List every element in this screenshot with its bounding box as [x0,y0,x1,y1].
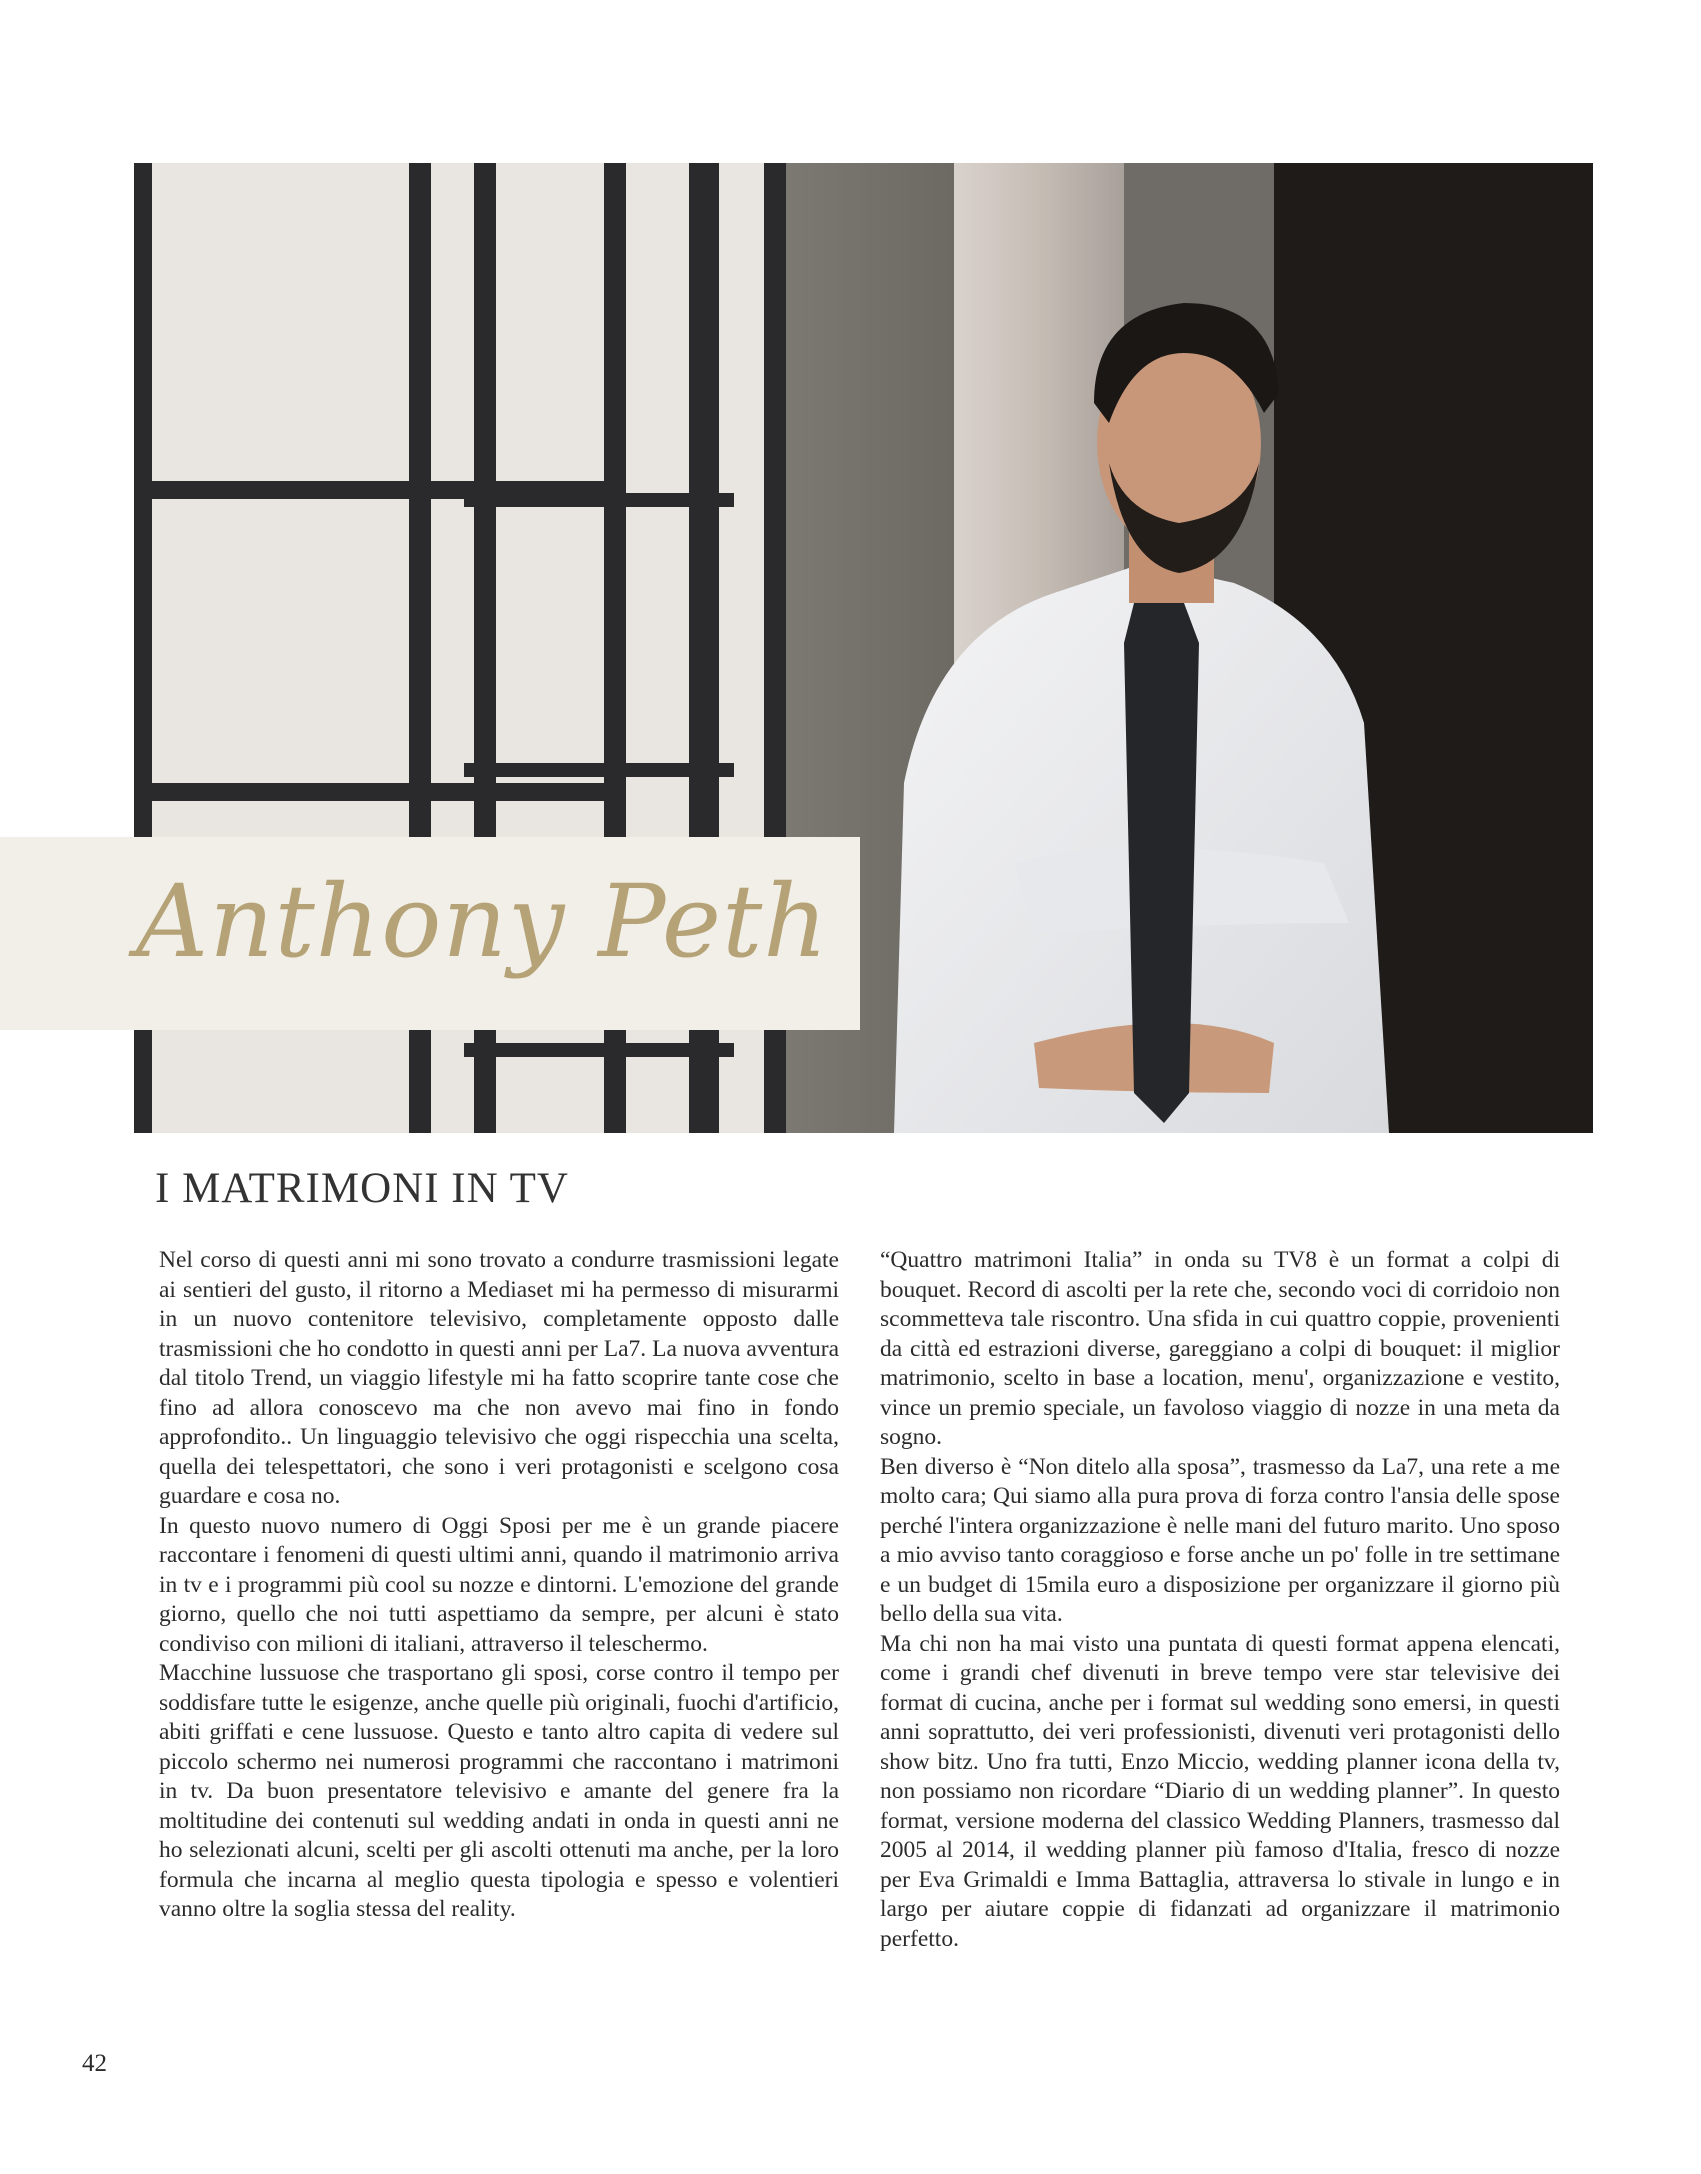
article-title: Anthony Peth [136,863,829,980]
paragraph: Ma chi non ha mai visto una puntata di questi format appena elencati, come i grandi chef divenuti in breve tempo vere star televisive dei format di cucina, anche per i format sul wedding sono emersi, in questi anni soprattutto, dei veri professionisti, divenuti veri protagonisti dello show bitz. Uno fra tutti, Enzo Miccio, wedding planner icona della tv, non possiamo non ricordare “Diario di un wedding planner”. In questo format, versione moderna del classico Wedding Planners, trasmesso dal 2005 al 2014, il wedding planner più famoso d'Italia, fresco di nozze per Eva Grimaldi e Imma Battaglia, attraversa lo stivale in lungo e in largo per aiutare coppie di fidanzati ad organizzare il matrimonio perfetto. [880,1630,1560,1952]
section-heading: I MATRIMONI IN TV [155,1165,569,1212]
article-column-left [159,1246,839,1925]
article-column-right [880,1246,1560,1954]
title-banner [0,837,860,1030]
paragraph: Macchine lussuose che trasportano gli sposi, corse contro il tempo per soddisfare tutte le esigenze, anche quelle più originali, fuochi d'artificio, abiti griffati e cene lussuose. Questo e tanto altro capita di vedere sul piccolo schermo nei numerosi programmi che raccontano i matrimoni in tv. Da buon presentatore televisivo e amante del genere fra la moltitudine dei contenuti sul wedding andati in onda in questi anni ne ho selezionati alcuni, scelti per gli ascolti ottenuti ma anche, per la loro formula che incarna al meglio questa tipologia e spesso e volentieri vanno oltre la soglia stessa del reality. [159,1660,839,1922]
page-number: 42 [82,2050,107,2077]
paragraph: Ben diverso è “Non ditelo alla sposa”, trasmesso da La7, una rete a me molto cara; Qui siamo alla pura prova di forza contro l'ansia delle spose perché l'intera organizzazione è nelle mani del futuro marito. Uno sposo a mio avviso tanto coraggioso e forse anche un po' folle in tre settimane e un budget di 15mila euro a disposizione per organizzare il giorno più bello della sua vita. [880,1453,1560,1627]
paragraph: In questo nuovo numero di Oggi Sposi per me è un grande piacere raccontare i fenomeni di questi ultimi anni, quando il matrimonio arriva in tv e i programmi più cool su nozze e dintorni. L'emozione del grande giorno, quello che noi tutti aspettiamo da sempre, per alcuni è stato condiviso con milioni di italiani, attraverso il teleschermo. [159,1512,839,1657]
paragraph: “Quattro matrimoni Italia” in onda su TV8 è un format a colpi di bouquet. Record di ascolti per la rete che, secondo voci di corridoio non scommetteva tale riscontro. Una sfida in cui quattro coppie, provenienti da città ed estrazioni diverse, gareggiano a colpi di bouquet: il miglior matrimonio, scelto in base a location, menu', organizzazione e vestito, vince un premio speciale, un favoloso viaggio di nozze in una meta da sogno. [880,1247,1560,1450]
paragraph: Nel corso di questi anni mi sono trovato a condurre trasmissioni legate ai sentieri del gusto, il ritorno a Mediaset mi ha permesso di misurarmi in un nuovo contenitore televisivo, completamente opposto dalle trasmissioni che ho condotto in questi anni per La7. La nuova avventura dal titolo Trend, un viaggio lifestyle mi ha fatto scoprire tante cose che fino ad allora conoscevo ma che non avevo mai fino in fondo approfondito.. Un linguaggio televisivo che oggi rispecchia una scelta, quella dei telespettatori, che sono i veri protagonisti e scelgono cosa guardare e cosa no. [159,1247,839,1509]
